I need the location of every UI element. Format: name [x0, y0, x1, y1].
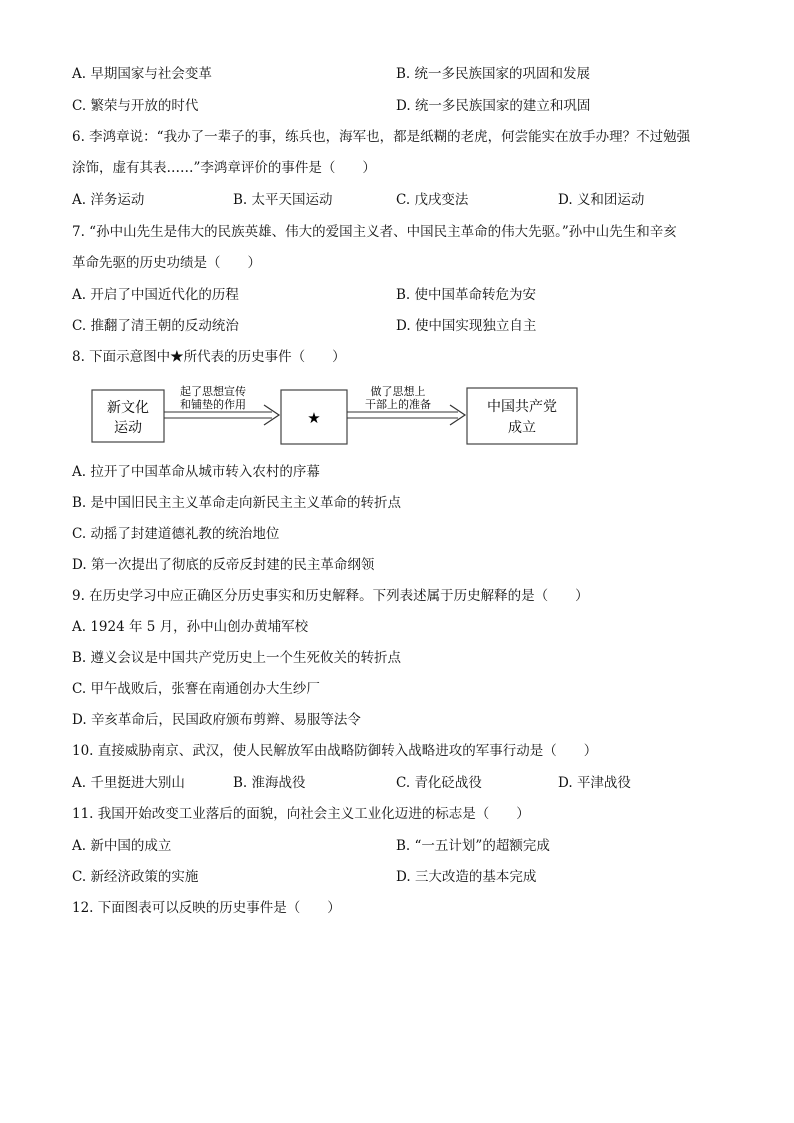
q11-stem: 11. 我国开始改变工业落后的面貌，向社会主义工业化迈进的标志是（ ） [72, 806, 530, 822]
q11-option-b: B. “一五计划”的超额完成 [396, 838, 550, 854]
q7-stem-line2: 革命先驱的历史功绩是（ ） [72, 255, 261, 271]
box1-line2: 运动 [114, 420, 142, 436]
q10-option-a: A. 千里挺进大别山 [72, 775, 185, 791]
q8-flow-diagram [0, 0, 794, 460]
q5-option-a: A. 早期国家与社会变革 [72, 66, 212, 82]
q5-option-c: C. 繁荣与开放的时代 [72, 98, 199, 114]
arrow2-label-line1: 做了思想上 [370, 385, 426, 398]
q8-option-b: B. 是中国旧民主主义革命走向新民主主义革命的转折点 [72, 495, 402, 511]
q7-option-c: C. 推翻了清王朝的反动统治 [72, 318, 239, 334]
star-icon: ★ [307, 409, 321, 427]
q7-option-b: B. 使中国革命转危为安 [396, 287, 537, 303]
q8-stem: 8. 下面示意图中★所代表的历史事件（ ） [72, 349, 346, 365]
q6-option-b: B. 太平天国运动 [233, 192, 333, 208]
q6-option-a: A. 洋务运动 [72, 192, 145, 208]
q9-option-c: C. 甲午战败后，张謇在南通创办大生纱厂 [72, 681, 320, 697]
q7-stem-line1: 7. “孙中山先生是伟大的民族英雄、伟大的爱国主义者、中国民主革命的伟大先驱。”孙中山先生和辛亥 [72, 224, 677, 240]
arrow1-label-line2: 和铺垫的作用 [180, 398, 246, 411]
q8-option-c: C. 动摇了封建道德礼教的统治地位 [72, 526, 280, 542]
q11-option-a: A. 新中国的成立 [72, 838, 172, 854]
box1-line1: 新文化 [107, 400, 149, 416]
q6-stem-line1: 6. 李鸿章说：“我办了一辈子的事，练兵也，海军也，都是纸糊的老虎，何尝能实在放手办理？不过勉强 [72, 129, 691, 145]
q10-option-b: B. 淮海战役 [233, 775, 306, 791]
box3-line2: 成立 [508, 420, 536, 436]
q9-option-d: D. 辛亥革命后，民国政府颁布剪辫、易服等法令 [72, 712, 361, 728]
q9-stem: 9. 在历史学习中应正确区分历史事实和历史解释。下列表述属于历史解释的是（ ） [72, 588, 589, 604]
arrow1-label-line1: 起了思想宣传 [180, 385, 246, 398]
q9-option-b: B. 遵义会议是中国共产党历史上一个生死攸关的转折点 [72, 650, 402, 666]
q11-option-d: D. 三大改造的基本完成 [396, 869, 537, 885]
q11-option-c: C. 新经济政策的实施 [72, 869, 199, 885]
box3-line1: 中国共产党 [487, 399, 557, 415]
arrow2-label-line2: 干部上的准备 [365, 398, 431, 411]
q8-option-a: A. 拉开了中国革命从城市转入农村的序幕 [72, 464, 320, 480]
arrow2-head [450, 405, 465, 425]
q6-option-d: D. 义和团运动 [558, 192, 645, 208]
q6-option-c: C. 戊戌变法 [396, 192, 469, 208]
q5-option-b: B. 统一多民族国家的巩固和发展 [396, 66, 591, 82]
q10-stem: 10. 直接威胁南京、武汉，使人民解放军由战略防御转入战略进攻的军事行动是（ ） [72, 743, 598, 759]
q8-option-d: D. 第一次提出了彻底的反帝反封建的民主革命纲领 [72, 557, 375, 573]
q10-option-d: D. 平津战役 [558, 775, 631, 791]
q5-option-d: D. 统一多民族国家的建立和巩固 [396, 98, 591, 114]
q10-option-c: C. 青化砭战役 [396, 775, 482, 791]
q12-stem: 12. 下面图表可以反映的历史事件是（ ） [72, 900, 341, 916]
arrow1-head [264, 405, 279, 425]
q9-option-a: A. 1924 年 5 月，孙中山创办黄埔军校 [72, 619, 309, 635]
q6-stem-line2: 涂饰，虚有其表……”李鸿章评价的事件是（ ） [72, 160, 376, 176]
q7-option-a: A. 开启了中国近代化的历程 [72, 287, 239, 303]
q7-option-d: D. 使中国实现独立自主 [396, 318, 537, 334]
